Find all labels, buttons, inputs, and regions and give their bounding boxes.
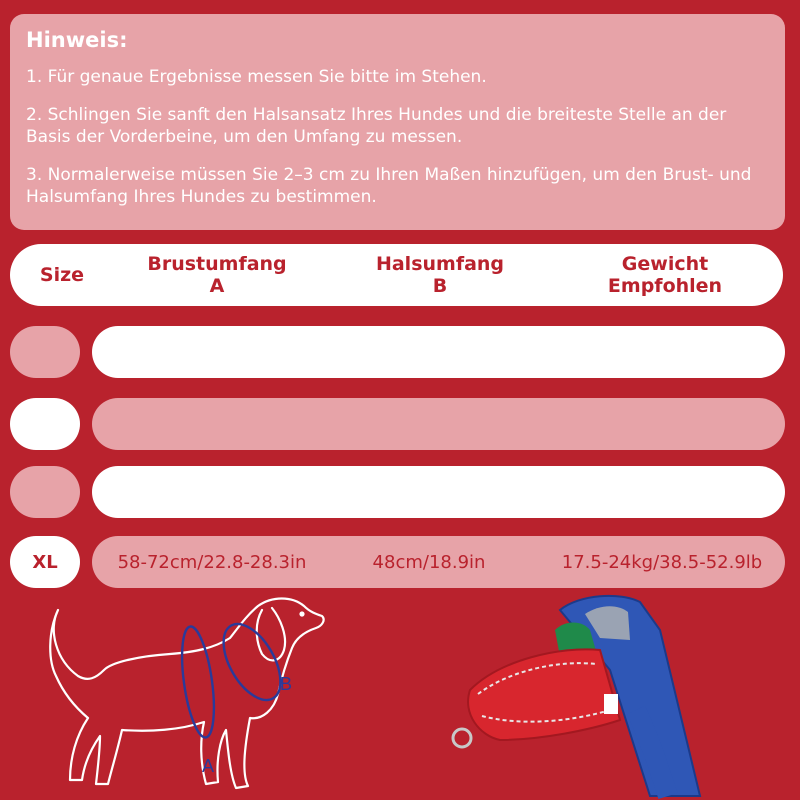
header-chest-label: Brustumfang <box>147 253 287 275</box>
header-neck-label: Halsumfang <box>375 253 505 275</box>
label-a: A <box>202 756 215 776</box>
header-neck-sub: B <box>432 275 448 297</box>
values-row-xl <box>92 536 785 588</box>
header-weight-label: Gewicht <box>621 253 709 275</box>
xl-chest: 58-72cm/22.8-28.3in <box>117 551 307 573</box>
size-cell-row-3 <box>10 466 80 518</box>
size-cell-row-1 <box>10 326 80 378</box>
hint-item-2: 2. Schlingen Sie sanft den Halsansatz Ihres Hundes und die breiteste Stelle an der Basis der Vorderbeine, um den Umfang zu messen. <box>26 105 727 147</box>
size-cell-xl: XL <box>10 536 80 588</box>
values-row-1 <box>92 326 785 378</box>
dog-harness-icon <box>453 596 700 796</box>
label-b: B <box>280 674 293 694</box>
header-size: Size <box>39 264 85 286</box>
header-weight <box>570 244 760 306</box>
illustration-area <box>0 590 800 800</box>
xl-weight: 17.5-24kg/38.5-52.9lb <box>561 551 763 573</box>
hint-box <box>10 14 785 230</box>
header-chest <box>122 244 312 306</box>
header-weight-sub: Empfohlen <box>607 275 723 297</box>
header-neck <box>355 244 525 306</box>
hint-item-1: 1. Für genaue Ergebnisse messen Sie bitte im Stehen. <box>26 67 487 87</box>
values-row-3 <box>92 466 785 518</box>
header-chest-sub: A <box>209 275 225 297</box>
size-table-header <box>10 244 783 306</box>
xl-neck: 48cm/18.9in <box>372 551 486 573</box>
hint-title: Hinweis: <box>26 28 128 52</box>
values-row-2 <box>92 398 785 450</box>
size-cell-row-2 <box>10 398 80 450</box>
hint-item-3: 3. Normalerweise müssen Sie 2–3 cm zu Ihren Maßen hinzufügen, um den Brust- und Halsumfang Ihres Hundes zu bestimmen. <box>26 165 752 207</box>
